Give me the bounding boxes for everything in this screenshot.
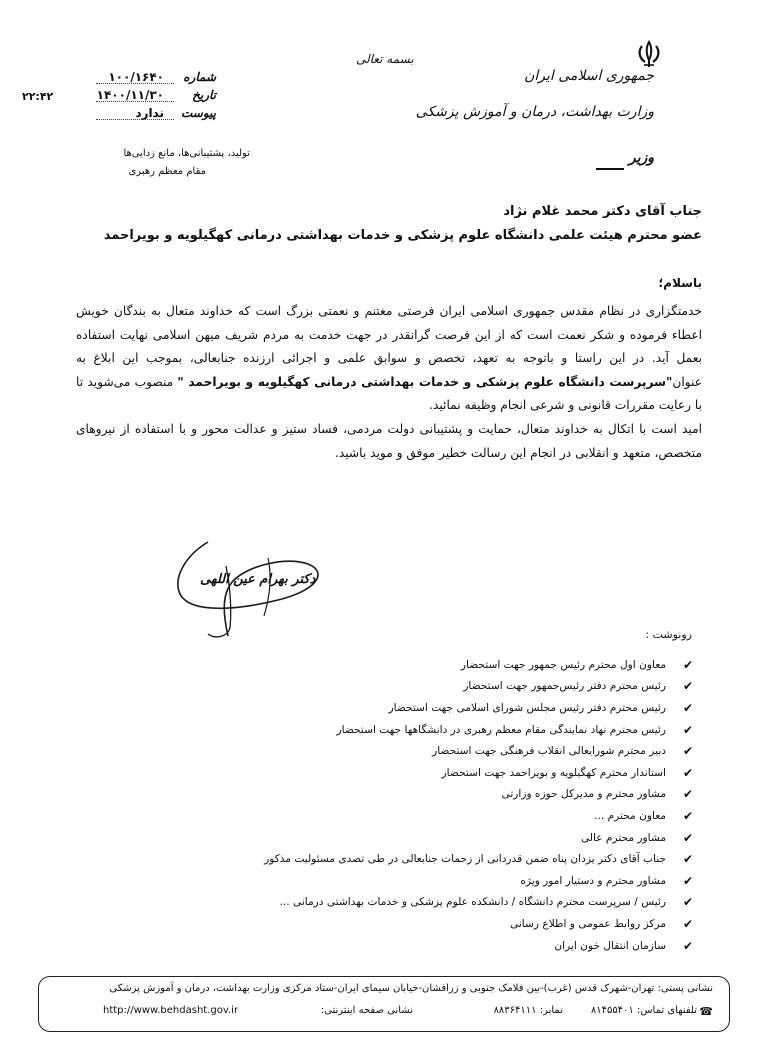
letter-body [76, 300, 702, 465]
footer-address: نشانی پستی: تهران-شهرک قدس (غرب)-بین فلامک جنوبی و زرافشان-خیابان سیمای ایران-ستاد مرکزی وزارت بهداشت، درمان و آموزش پزشکی [109, 983, 713, 994]
signatory-name: دکتر بهرام عین اللهی [200, 572, 316, 587]
check-icon: ✔ [682, 830, 694, 845]
besmeh-heading: بسمه تعالی [356, 52, 414, 66]
footer-fax: نمابر: ۸۸۳۶۴۱۱۱ [493, 1005, 563, 1016]
cc-item-text: رئیس محترم دفتر رئیس‌جمهور جهت استحضار [463, 680, 666, 693]
check-icon: ✔ [682, 873, 694, 888]
salutation: باسلام؛ [658, 276, 702, 290]
footer-contacts [103, 1005, 713, 1021]
attachment-label: پیوست [181, 106, 216, 120]
appointment-title: "سرپرست دانشگاه علوم پزشکی و خدمات بهداشتی درمانی کهگیلویه و بویراحمد " [177, 374, 673, 389]
cc-item [136, 805, 696, 827]
paragraph-1-text: خدمتگزاری در نظام مقدس جمهوری اسلامی ایران فرصتی مغتنم و نعمتی بزرگ است که خداوند متعال به بندگان خویش اعطاء فرموده و شکر نعمت است که از این فرصت گرانقدر در جهت خدمت به مردم شریف میهن اسلامی نهایت استفاده بعمل آید. در این راستا و باتوجه به تعهد، تخصص و سوابق علمی و اجرائی ارزنده جنابعالی، بموجب این ابلاغ به عنوان [76, 304, 702, 389]
cc-item-text: معاون محترم ... [594, 809, 666, 822]
letter-date-row [96, 88, 216, 106]
check-icon: ✔ [682, 700, 694, 715]
date-dotted-line [96, 101, 174, 102]
letter-number-row [96, 70, 216, 88]
number-dotted-line [96, 83, 174, 84]
check-icon: ✔ [682, 938, 694, 953]
check-icon: ✔ [682, 808, 694, 823]
footer-website-link[interactable]: http://www.behdasht.gov.ir [103, 1005, 239, 1016]
signature-scribble [168, 536, 336, 644]
footer-phone: تلفنهای تماس: ۸۱۴۵۵۴۰۱ [590, 1005, 697, 1016]
cc-item-text: رئیس محترم دفتر رئیس مجلس شورای اسلامی جهت استحضار [388, 701, 666, 714]
iran-emblem-icon [636, 40, 662, 68]
cc-item-text: مشاور محترم و دستیار امور ویژه [520, 874, 666, 887]
cc-item [136, 892, 696, 914]
attachment-dotted-line [96, 119, 174, 120]
paragraph-1 [76, 300, 702, 418]
check-icon: ✔ [682, 787, 694, 802]
cc-item-text: مشاور محترم عالی [580, 831, 666, 844]
cc-item-text: جناب آقای دکتر یزدان پناه ضمن قدردانی از زحمات جنابعالی در طی تصدی مسئولیت مذکور [264, 853, 666, 866]
classification-line-1: تولید، پشتیبانی‌ها، مانع زدایی‌ها [123, 148, 250, 159]
cc-item [136, 697, 696, 719]
cc-item-text: سازمان انتقال خون ایران [554, 939, 666, 952]
check-icon: ✔ [682, 722, 694, 737]
number-value: ۱۰۰/۱۶۴۰ [108, 70, 164, 84]
cc-label: رونوشت : [645, 628, 692, 641]
check-icon: ✔ [682, 744, 694, 759]
cc-item-text: معاون اول محترم رئیس جمهور جهت استحضار [460, 658, 666, 671]
phone-icon: ☎ [699, 1005, 713, 1018]
cc-item-text: رئیس محترم نهاد نمایندگی مقام معظم رهبری در دانشگاهها جهت استحضار [336, 723, 666, 736]
check-icon: ✔ [682, 679, 694, 694]
attachment-value: ندارد [135, 106, 164, 120]
classification-line-2: مقام معظم رهبری [128, 166, 206, 177]
paragraph-2: امید است با اتکال به خداوند متعال، حمایت و پشتیبانی دولت مردمی، فساد ستیز و عدالت محور و با استفاده از نیروهای متخصص، متعهد و انقلابی در انجام این رسالت خطیر موفق و موید باشید. [76, 421, 702, 460]
cc-item-text: مرکز روابط عمومی و اطلاع رسانی [510, 917, 666, 930]
letter-attachment-row [96, 106, 216, 124]
footer-website-label: نشانی صفحه اینترنتی: [320, 1005, 413, 1016]
check-icon: ✔ [682, 895, 694, 910]
time-stamp: ۲۲:۴۲ [22, 90, 54, 103]
number-label: شماره [183, 70, 216, 84]
check-icon: ✔ [682, 765, 694, 780]
cc-item [136, 913, 696, 935]
paragraph-1-end: منصوب می‌شوید تا با رعایت مقررات قانونی و شرعی انجام وظیفه نمائید. [76, 374, 702, 413]
footer-box [38, 976, 730, 1032]
cc-item [136, 848, 696, 870]
cc-list [136, 654, 696, 956]
cc-item-text: دبیر محترم شورایعالی انقلاب فرهنگی جهت استحضار [432, 745, 666, 758]
cc-item [136, 719, 696, 741]
minister-underline [596, 168, 624, 170]
cc-item-text: استاندار محترم کهگیلویه و بویراحمد جهت استحضار [441, 766, 666, 779]
check-icon: ✔ [682, 657, 694, 672]
ministry-line-1: جمهوری اسلامی ایران [524, 68, 654, 84]
cc-item [136, 870, 696, 892]
date-label: تاریخ [192, 88, 216, 102]
date-value: ۱۴۰۰/۱۱/۳۰ [96, 88, 164, 102]
cc-item [136, 784, 696, 806]
check-icon: ✔ [682, 916, 694, 931]
cc-item [136, 762, 696, 784]
addressee-name: جناب آقای دکتر محمد غلام نژاد [503, 204, 702, 219]
cc-item [136, 935, 696, 957]
minister-label: وزیر [628, 150, 654, 166]
cc-item [136, 654, 696, 676]
cc-item [136, 676, 696, 698]
cc-item-text: مشاور محترم و مدیرکل حوزه وزارتی [501, 788, 666, 801]
cc-item-text: رئیس / سرپرست محترم دانشگاه / دانشکده علوم پزشکی و خدمات بهداشتی درمانی ... [279, 896, 666, 909]
check-icon: ✔ [682, 852, 694, 867]
addressee-title: عضو محترم هیئت علمی دانشگاه علوم پزشکی و خدمات بهداشتی درمانی کهگیلویه و بویراحمد [103, 228, 702, 243]
cc-item [136, 740, 696, 762]
cc-item [136, 827, 696, 849]
ministry-line-2: وزارت بهداشت، درمان و آموزش پزشکی [415, 104, 654, 120]
